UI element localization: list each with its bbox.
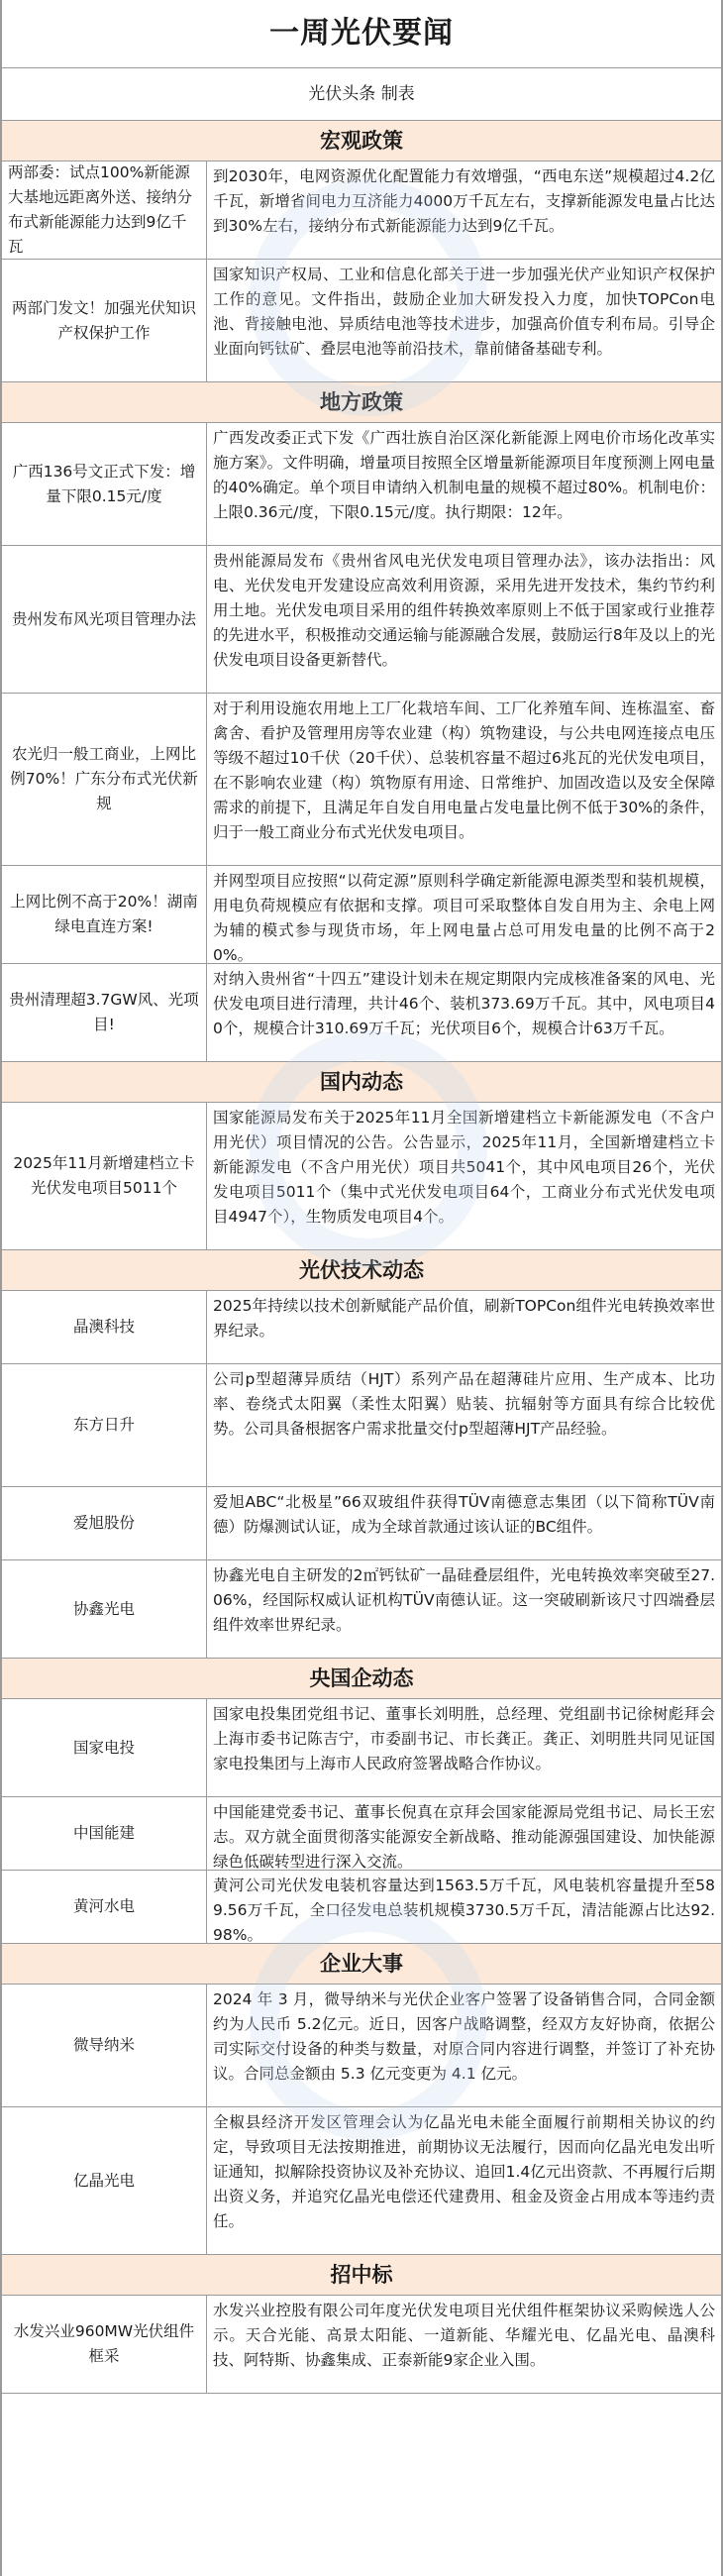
news-detail: 国家能源局发布关于2025年11月全国新增建档立卡新能源发电（不含户用光伏）项目情况的公告。公告显示，2025年11月，全国新增建档立卡新能源发电（不含户用光伏）项目共5041个，其中风电项目26个，光伏发电项目5011个（集中式光伏发电项目64个，工商业分布式光伏发电项目4947个），生物质发电项目4个。 xyxy=(213,1109,715,1226)
news-headline: 黄河水电 xyxy=(2,1871,207,1943)
news-table xyxy=(2,121,721,2394)
news-headline: 两部委：试点100%新能源大基地远距离外送、接纳分布式新能源能力达到9亿千瓦 xyxy=(2,161,207,259)
news-detail: 贵州能源局发布《贵州省风电光伏发电项目管理办法》，该办法指出：风电、光伏发电开发建设应高效利用资源，采用先进开发技术，集约节约利用土地。光伏发电项目采用的组件转换效率原则上不低于国家或行业推荐的先进水平，积极推动交通运输与能源融合发展，鼓励运行8年及以上的光伏发电项目设备更新替代。 xyxy=(213,552,715,669)
news-headline: 上网比例不高于20%！湖南绿电直连方案! xyxy=(2,866,207,963)
news-row xyxy=(2,2107,721,2255)
news-detail: 到2030年，电网资源优化配置能力有效增强，“西电东送”规模超过4.2亿千瓦，新增省间电力互济能力4000万千瓦左右，支撑新能源发电量占比达到30%左右，接纳分布式新能源能力达到9亿千瓦。 xyxy=(213,167,715,235)
section-header: 企业大事 xyxy=(2,1944,721,1985)
news-row xyxy=(2,1985,721,2107)
news-detail: 公司p型超薄异质结（HJT）系列产品在超薄硅片应用、生产成本、比功率、卷绕式太阳翼（柔性太阳翼）贴装、抗辐射等方面具有综合比较优势。公司具备根据客户需求批量交付p型超薄HJT产品经验。 xyxy=(213,1370,715,1438)
page-title: 一周光伏要闻 xyxy=(2,0,721,68)
news-detail: 国家电投集团党组书记、董事长刘明胜，总经理、党组副书记徐树彪拜会上海市委书记陈吉宁，市委副书记、市长龚正。龚正、刘明胜共同见证国家电投集团与上海市人民政府签署战略合作协议。 xyxy=(213,1705,715,1772)
news-headline: 农光归一般工商业，上网比例70%！广东分布式光伏新规 xyxy=(2,694,207,865)
news-row xyxy=(2,260,721,382)
news-row xyxy=(2,2296,721,2394)
news-detail: 广西发改委正式下发《广西壮族自治区深化新能源上网电价市场化改革实施方案》。文件明确，增量项目按照全区增量新能源项目年度预测上网电量的40%确定。单个项目申请纳入机制电量的规模不超过80%。机制电价：上限0.36元/度，下限0.15元/度。执行期限：12年。 xyxy=(213,429,715,521)
news-detail: 爱旭ABC“北极星”66双玻组件获得TÜV南德意志集团（以下简称TÜV南德）防爆测试认证，成为全球首款通过该认证的BC组件。 xyxy=(213,1493,715,1536)
news-row xyxy=(2,1797,721,1871)
news-row xyxy=(2,1487,721,1560)
news-detail: 黄河公司光伏发电装机容量达到1563.5万千瓦，风电装机容量提升至589.56万千瓦，全口径发电总装机规模3730.5万千瓦，清洁能源占比达92.98%。 xyxy=(213,1877,715,1944)
news-headline: 国家电投 xyxy=(2,1699,207,1796)
section-header: 地方政策 xyxy=(2,382,721,423)
news-row xyxy=(2,1364,721,1487)
section-header: 招中标 xyxy=(2,2255,721,2296)
news-row xyxy=(2,866,721,964)
news-headline: 中国能建 xyxy=(2,1797,207,1870)
news-headline: 爱旭股份 xyxy=(2,1487,207,1559)
news-detail: 全椒县经济开发区管理会认为亿晶光电未能全面履行前期相关协议的约定，导致项目无法按期推进，前期协议无法履行，因而向亿晶光电发出听证通知，拟解除投资协议及补充协议、追回1.4亿元出资款、不再履行后期出资义务，并追究亿晶光电偿还代建费用、租金及资金占用成本等违约责任。 xyxy=(213,2113,715,2230)
news-detail: 中国能建党委书记、董事长倪真在京拜会国家能源局党组书记、局长王宏志。双方就全面贯彻落实能源安全新战略、推动能源强国建设、加快能源绿色低碳转型进行深入交流。 xyxy=(213,1803,715,1871)
section-header: 宏观政策 xyxy=(2,121,721,161)
news-headline: 2025年11月新增建档立卡光伏发电项目5011个 xyxy=(2,1103,207,1249)
news-headline: 东方日升 xyxy=(2,1364,207,1486)
news-detail: 并网型项目应按照“以荷定源”原则科学确定新能源电源类型和装机规模，用电负荷规模应有依据和支撑。项目可采取整体自发自用为主、余电上网为辅的模式参与现货市场，年上网电量占总可用发电量的比例不高于20%。 xyxy=(213,872,715,964)
news-headline: 贵州清理超3.7GW风、光项目! xyxy=(2,964,207,1061)
news-headline: 水发兴业960MW光伏组件框采 xyxy=(2,2296,207,2393)
news-row xyxy=(2,1699,721,1797)
news-row xyxy=(2,161,721,260)
news-headline: 微导纳米 xyxy=(2,1985,207,2106)
section-header: 国内动态 xyxy=(2,1062,721,1103)
news-headline: 广西136号文正式下发：增量下限0.15元/度 xyxy=(2,423,207,545)
news-headline: 两部门发文！加强光伏知识产权保护工作 xyxy=(2,260,207,381)
news-row xyxy=(2,1103,721,1250)
section-header: 光伏技术动态 xyxy=(2,1250,721,1291)
news-row xyxy=(2,964,721,1062)
news-headline: 协鑫光电 xyxy=(2,1560,207,1658)
news-row xyxy=(2,1560,721,1659)
news-detail: 协鑫光电自主研发的2㎡钙钛矿一晶硅叠层组件，光电转换效率突破至27.06%，经国际权威认证机构TÜV南德认证。这一突破刷新该尺寸四端叠层组件效率世界纪录。 xyxy=(213,1566,715,1634)
section-header: 央国企动态 xyxy=(2,1659,721,1699)
news-headline: 亿晶光电 xyxy=(2,2107,207,2254)
news-headline: 贵州发布风光项目管理办法 xyxy=(2,546,207,693)
news-row xyxy=(2,1291,721,1364)
news-detail: 水发兴业控股有限公司年度光伏发电项目光伏组件框架协议采购候选人公示。天合光能、高景太阳能、一道新能、华耀光电、亿晶光电、晶澳科技、阿特斯、协鑫集成、正泰新能9家企业入围。 xyxy=(213,2302,715,2369)
news-row xyxy=(2,1871,721,1944)
news-detail: 对纳入贵州省“十四五”建设计划未在规定期限内完成核准备案的风电、光伏发电项目进行清理，共计46个、装机373.69万千瓦。其中，风电项目40个，规模合计310.69万千瓦；光伏项目6个，规模合计63万千瓦。 xyxy=(213,970,715,1037)
news-row xyxy=(2,423,721,546)
news-headline: 晶澳科技 xyxy=(2,1291,207,1363)
news-detail: 国家知识产权局、工业和信息化部关于进一步加强光伏产业知识产权保护工作的意见。文件指出，鼓励企业加大研发投入力度，加快TOPCon电池、背接触电池、异质结电池等技术进步，加强高价值专利布局。引导企业面向钙钛矿、叠层电池等前沿技术，靠前储备基础专利。 xyxy=(213,266,715,358)
news-row xyxy=(2,546,721,694)
news-detail: 对于利用设施农用地上工厂化栽培车间、工厂化养殖车间、连栋温室、畜禽舍、看护及管理用房等农业建（构）筑物建设，与公共电网连接点电压等级不超过10千伏（20千伏）、总装机容量不超过6兆瓦的光伏发电项目，在不影响农业建（构）筑物原有用途、日常维护、加固改造以及安全保障需求的前提下，且满足年自发自用电量占发电量比例不低于30%的条件，归于一般工商业分布式光伏发电项目。 xyxy=(213,699,715,841)
news-row xyxy=(2,694,721,866)
page-subtitle: 光伏头条 制表 xyxy=(2,68,721,121)
news-detail: 2024 年 3 月，微导纳米与光伏企业客户签署了设备销售合同，合同金额约为人民币 5.2亿元。近日，因客户战略调整，经双方友好协商，依据公司实际交付设备的种类与数量，对原合同内容进行调整，并签订了补充协议。合同总金额由 5.3 亿元变更为 4.1 亿元。 xyxy=(213,1990,715,2083)
news-detail: 2025年持续以技术创新赋能产品价值，刷新TOPCon组件光电转换效率世界纪录。 xyxy=(213,1297,715,1340)
